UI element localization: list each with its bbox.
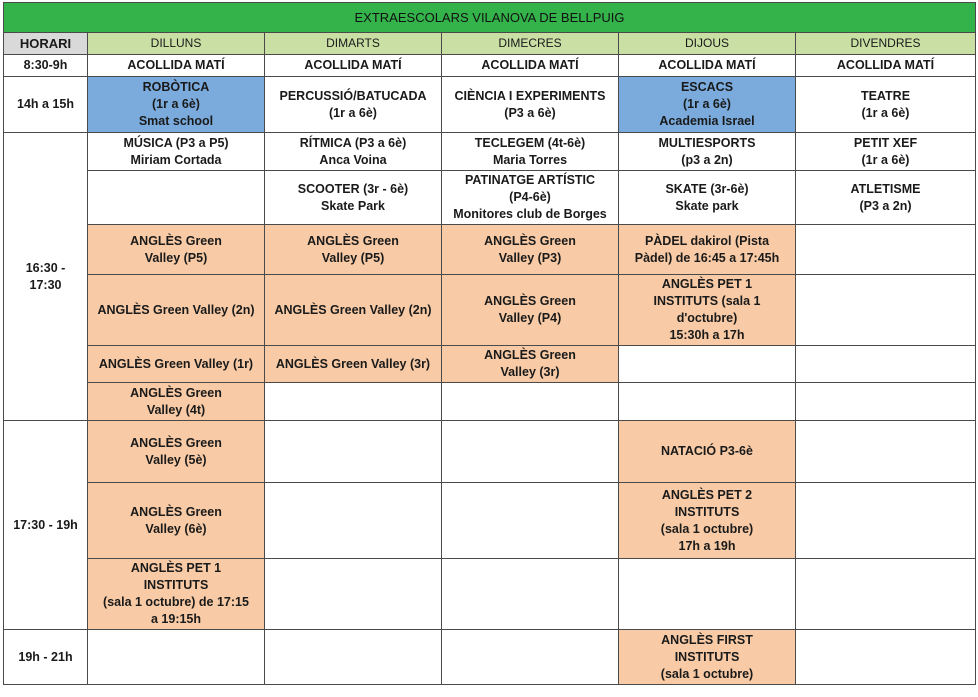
table-row bbox=[4, 483, 976, 559]
activity-cell: ANGLÈS PET 1 INSTITUTS (sala 1 octubre) de 17:15 a 19:15h bbox=[88, 559, 265, 630]
activity-cell: ANGLÈS Green Valley (3r) bbox=[442, 346, 619, 383]
activity-cell bbox=[265, 630, 442, 685]
header-row bbox=[4, 33, 976, 55]
table-row bbox=[4, 171, 976, 225]
table-row bbox=[4, 133, 976, 171]
activity-cell bbox=[442, 630, 619, 685]
schedule-title: EXTRAESCOLARS VILANOVA DE BELLPUIG bbox=[4, 3, 976, 33]
activity-cell bbox=[619, 559, 796, 630]
activity-cell bbox=[442, 483, 619, 559]
activity-cell: MULTIESPORTS (p3 a 2n) bbox=[619, 133, 796, 171]
activity-cell bbox=[796, 421, 976, 483]
activity-cell: ATLETISME (P3 a 2n) bbox=[796, 171, 976, 225]
day-header-divendres: DIVENDRES bbox=[796, 33, 976, 55]
activity-cell: ANGLÈS Green Valley (3r) bbox=[265, 346, 442, 383]
activity-cell bbox=[796, 483, 976, 559]
activity-cell: PATINATGE ARTÍSTIC (P4-6è) Monitores club de Borges bbox=[442, 171, 619, 225]
activity-cell bbox=[796, 630, 976, 685]
activity-cell bbox=[88, 171, 265, 225]
activity-cell: ACOLLIDA MATÍ bbox=[265, 55, 442, 77]
activity-cell: ACOLLIDA MATÍ bbox=[619, 55, 796, 77]
activity-cell: CIÈNCIA I EXPERIMENTS (P3 a 6è) bbox=[442, 77, 619, 133]
activity-cell: TEATRE (1r a 6è) bbox=[796, 77, 976, 133]
activity-cell: ESCACS (1r a 6è) Academia Israel bbox=[619, 77, 796, 133]
activity-cell bbox=[265, 421, 442, 483]
time-slot: 19h - 21h bbox=[4, 630, 88, 685]
table-row bbox=[4, 630, 976, 685]
table-row bbox=[4, 225, 976, 275]
activity-cell: ACOLLIDA MATÍ bbox=[88, 55, 265, 77]
activity-cell: MÚSICA (P3 a P5) Miriam Cortada bbox=[88, 133, 265, 171]
table-row bbox=[4, 383, 976, 421]
table-row bbox=[4, 55, 976, 77]
activity-cell bbox=[442, 383, 619, 421]
activity-cell bbox=[796, 275, 976, 346]
activity-cell: ANGLÈS Green Valley (P3) bbox=[442, 225, 619, 275]
table-row bbox=[4, 77, 976, 133]
activity-cell: ANGLÈS Green Valley (4t) bbox=[88, 383, 265, 421]
day-header-dijous: DIJOUS bbox=[619, 33, 796, 55]
activity-cell bbox=[442, 559, 619, 630]
activity-cell: PÀDEL dakirol (Pista Pàdel) de 16:45 a 17:45h bbox=[619, 225, 796, 275]
title-row bbox=[4, 3, 976, 33]
activity-cell: ANGLÈS Green Valley (P5) bbox=[88, 225, 265, 275]
activity-cell: ANGLÈS Green Valley (5è) bbox=[88, 421, 265, 483]
activity-cell bbox=[796, 383, 976, 421]
activity-cell: ANGLÈS Green Valley (2n) bbox=[265, 275, 442, 346]
activity-cell: PERCUSSIÓ/BATUCADA (1r a 6è) bbox=[265, 77, 442, 133]
activity-cell: SKATE (3r-6è) Skate park bbox=[619, 171, 796, 225]
activity-cell: TECLEGEM (4t-6è) Maria Torres bbox=[442, 133, 619, 171]
activity-cell bbox=[796, 346, 976, 383]
time-slot: 14h a 15h bbox=[4, 77, 88, 133]
activity-cell bbox=[265, 383, 442, 421]
activity-cell bbox=[88, 630, 265, 685]
activity-cell: ANGLÈS Green Valley (1r) bbox=[88, 346, 265, 383]
day-header-dimecres: DIMECRES bbox=[442, 33, 619, 55]
activity-cell: NATACIÓ P3-6è bbox=[619, 421, 796, 483]
activity-cell: ACOLLIDA MATÍ bbox=[796, 55, 976, 77]
activity-cell: ANGLÈS Green Valley (2n) bbox=[88, 275, 265, 346]
time-slot: 8:30-9h bbox=[4, 55, 88, 77]
activity-cell bbox=[619, 383, 796, 421]
activity-cell bbox=[796, 225, 976, 275]
activity-cell bbox=[265, 559, 442, 630]
table-row bbox=[4, 421, 976, 483]
table-row bbox=[4, 559, 976, 630]
day-header-dimarts: DIMARTS bbox=[265, 33, 442, 55]
activity-cell: ANGLÈS PET 2 INSTITUTS (sala 1 octubre) 17h a 19h bbox=[619, 483, 796, 559]
activity-cell: SCOOTER (3r - 6è) Skate Park bbox=[265, 171, 442, 225]
activity-cell bbox=[442, 421, 619, 483]
activity-cell: ANGLÈS FIRST INSTITUTS (sala 1 octubre) bbox=[619, 630, 796, 685]
activity-cell: ROBÒTICA (1r a 6è) Smat school bbox=[88, 77, 265, 133]
activity-cell: PETIT XEF (1r a 6è) bbox=[796, 133, 976, 171]
activity-cell bbox=[796, 559, 976, 630]
schedule-table bbox=[3, 2, 976, 685]
table-row bbox=[4, 275, 976, 346]
activity-cell: ACOLLIDA MATÍ bbox=[442, 55, 619, 77]
activity-cell bbox=[265, 483, 442, 559]
table-row bbox=[4, 346, 976, 383]
horari-header: HORARI bbox=[4, 33, 88, 55]
day-header-dilluns: DILLUNS bbox=[88, 33, 265, 55]
activity-cell: ANGLÈS Green Valley (P5) bbox=[265, 225, 442, 275]
time-slot: 17:30 - 19h bbox=[4, 421, 88, 630]
activity-cell bbox=[619, 346, 796, 383]
activity-cell: ANGLÈS Green Valley (P4) bbox=[442, 275, 619, 346]
activity-cell: ANGLÈS Green Valley (6è) bbox=[88, 483, 265, 559]
activity-cell: ANGLÈS PET 1 INSTITUTS (sala 1 d'octubre) 15:30h a 17h bbox=[619, 275, 796, 346]
activity-cell: RÍTMICA (P3 a 6è) Anca Voina bbox=[265, 133, 442, 171]
time-slot: 16:30 - 17:30 bbox=[4, 133, 88, 421]
